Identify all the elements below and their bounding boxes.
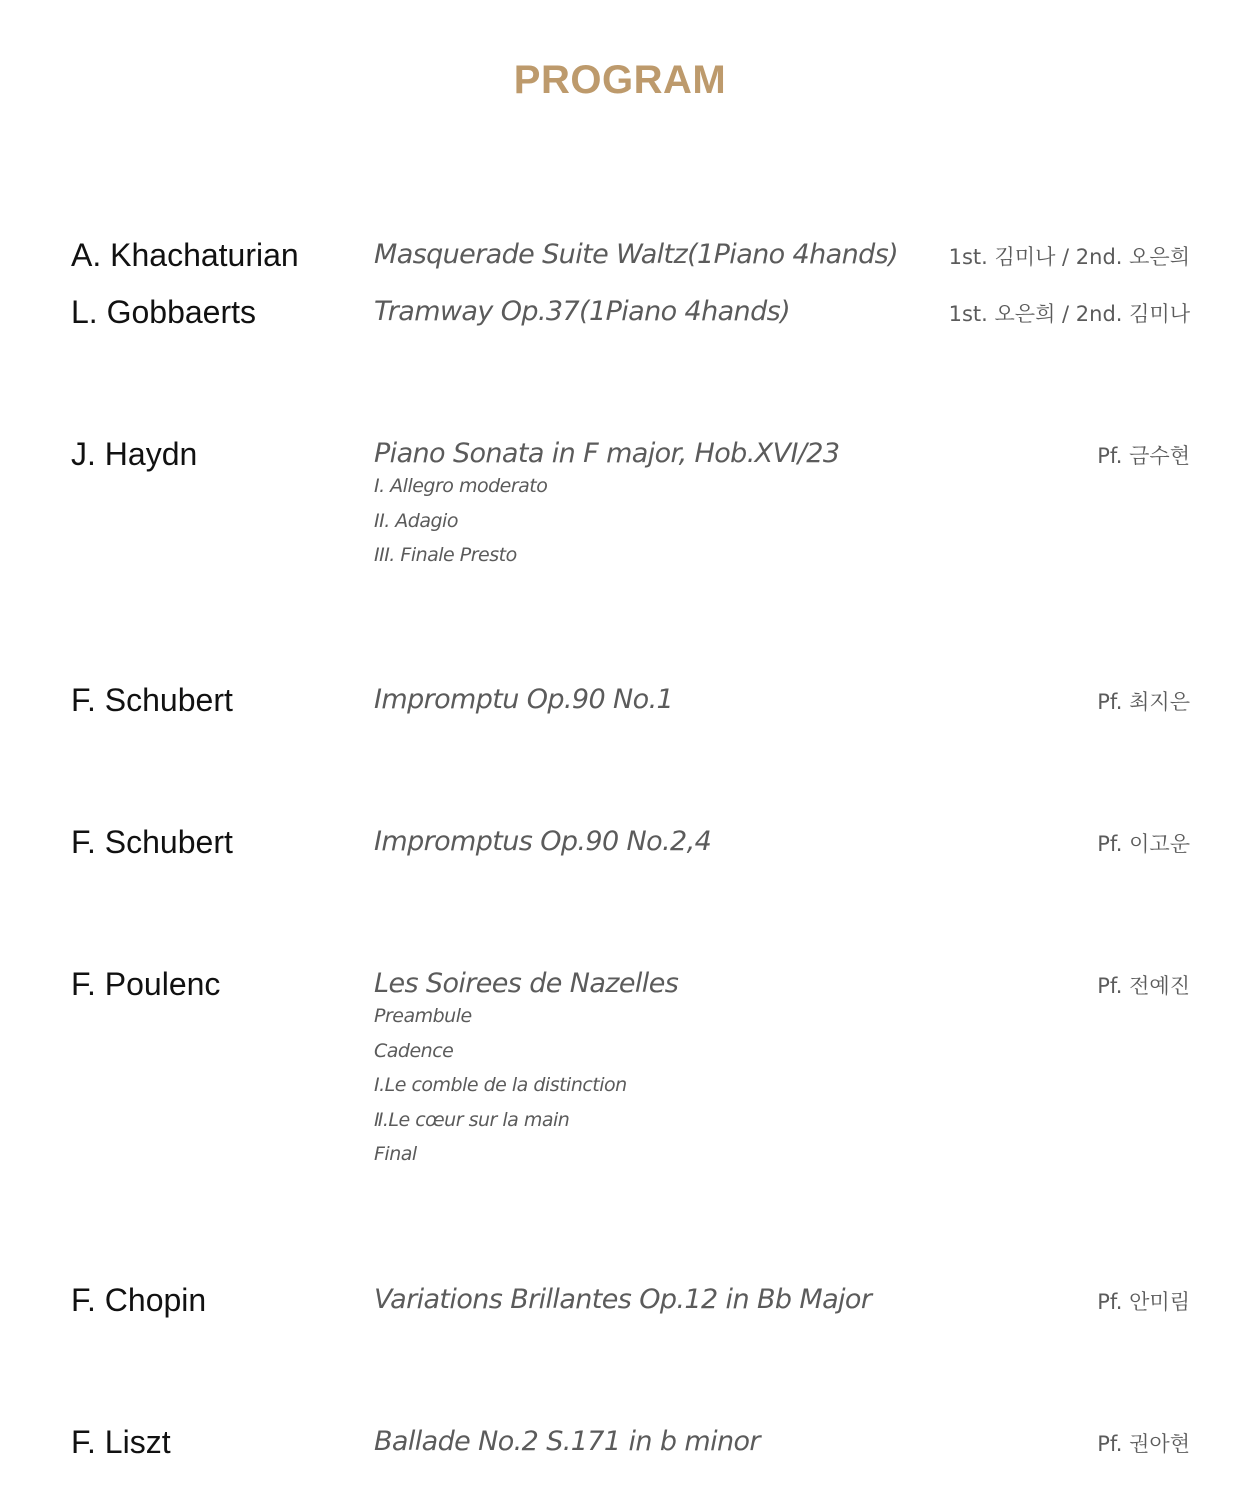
piece-title: Impromptus Op.90 No.2,4 — [374, 826, 712, 857]
movement-item: III. Finale Presto — [374, 544, 517, 566]
composer-name: J. Haydn — [71, 436, 198, 472]
performer: 1st. 오은희 / 2nd. 김미나 — [948, 302, 1190, 326]
piece-title: Ballade No.2 S.171 in b minor — [374, 1426, 760, 1457]
movement-item: I. Allegro moderato — [374, 475, 548, 497]
composer-name: F. Schubert — [71, 682, 233, 718]
performer: Pf. 최지은 — [1097, 690, 1190, 714]
composer-name: F. Schubert — [71, 824, 233, 860]
piece-title: Variations Brillantes Op.12 in Bb Major — [374, 1284, 872, 1315]
composer-name: A. Khachaturian — [71, 237, 299, 273]
movement-list — [374, 999, 627, 1172]
composer-name: L. Gobbaerts — [71, 294, 256, 330]
movement-item: Cadence — [374, 1039, 454, 1062]
piece-title: Masquerade Suite Waltz(1Piano 4hands) — [374, 239, 899, 270]
movement-item: Ⅱ.Le cœur sur la main — [374, 1108, 570, 1131]
piece-title: Piano Sonata in F major, Hob.XVI/23 — [374, 438, 840, 469]
piece-title: Impromptu Op.90 No.1 — [374, 684, 674, 715]
composer-name: F. Liszt — [71, 1424, 171, 1460]
movement-item: Final — [374, 1143, 417, 1165]
composer-name: F. Chopin — [71, 1282, 207, 1318]
performer: Pf. 금수현 — [1097, 444, 1190, 468]
program-title: PROGRAM — [513, 58, 727, 102]
performer: Pf. 안미림 — [1097, 1290, 1190, 1314]
composer-name: F. Poulenc — [71, 966, 221, 1002]
piece-title: Les Soirees de Nazelles — [374, 968, 679, 999]
movement-item: Ⅰ.Le comble de la distinction — [374, 1074, 627, 1096]
piece-title: Tramway Op.37(1Piano 4hands) — [374, 296, 791, 327]
movement-item: II. Adagio — [374, 509, 458, 532]
performer: Pf. 이고운 — [1097, 832, 1190, 856]
movement-item: Preambule — [374, 1005, 472, 1027]
performer: 1st. 김미나 / 2nd. 오은희 — [948, 245, 1190, 269]
movement-list — [374, 469, 547, 573]
performer: Pf. 권아현 — [1097, 1432, 1190, 1456]
performer: Pf. 전예진 — [1097, 974, 1190, 998]
